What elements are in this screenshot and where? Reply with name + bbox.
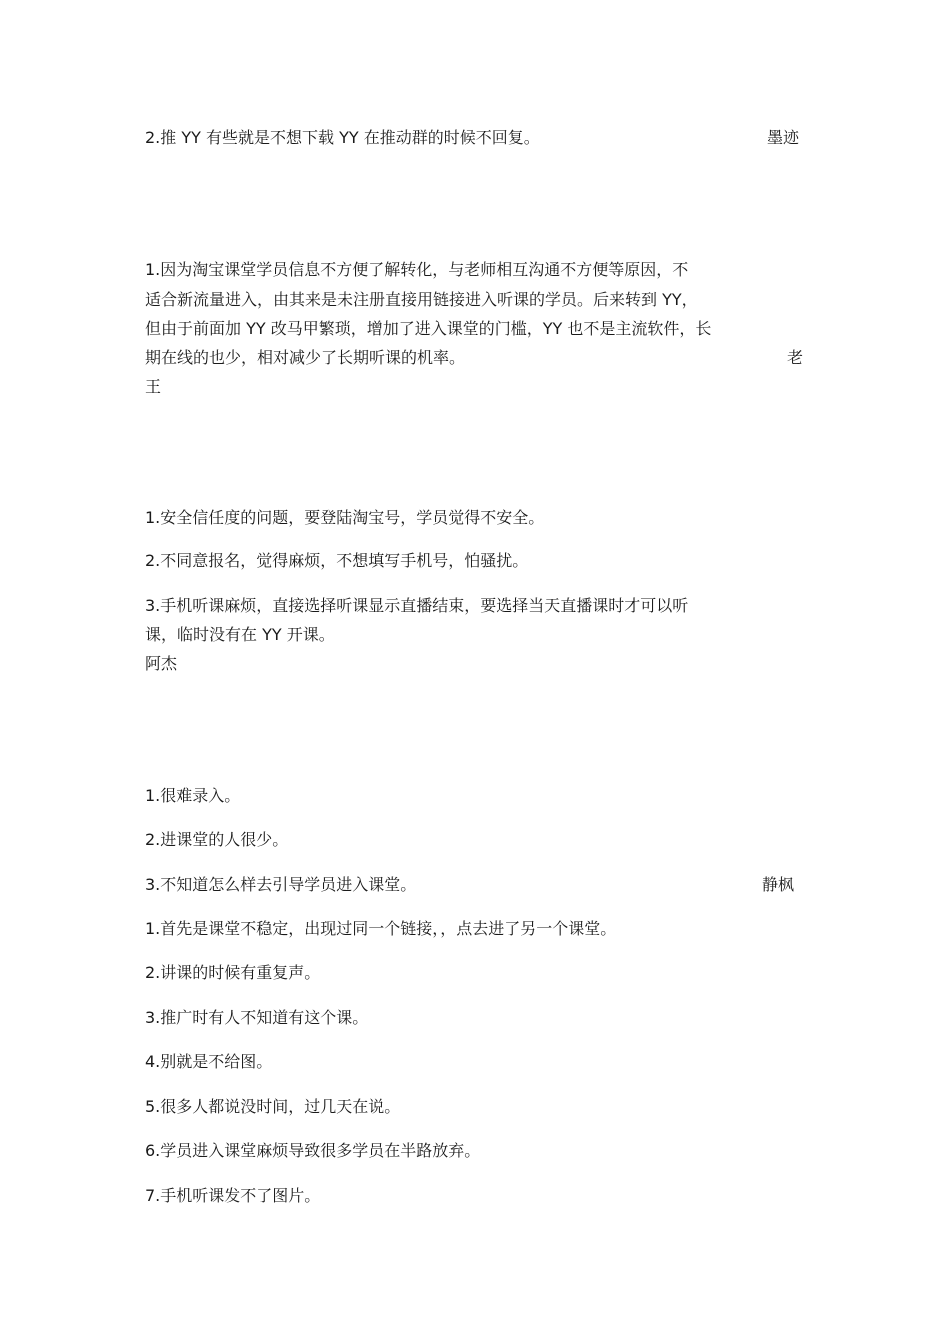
paragraph-line: 2.不同意报名，觉得麻烦，不想填写手机号，怕骚扰。	[145, 551, 529, 570]
author-signature: 阿杰	[145, 654, 178, 673]
paragraph-line: 4.别就是不给图。	[145, 1052, 273, 1071]
paragraph-line: 适合新流量进入，由其来是未注册直接用链接进入听课的学员。后来转到 YY，	[145, 290, 698, 309]
paragraph-line: 3.不知道怎么样去引导学员进入课堂。	[145, 875, 417, 894]
paragraph-line: 6.学员进入课堂麻烦导致很多学员在半路放弃。	[145, 1141, 481, 1160]
paragraph-line: 7.手机听课发不了图片。	[145, 1186, 321, 1205]
paragraph-line: 但由于前面加 YY 改马甲繁琐，增加了进入课堂的门槛，YY 也不是主流软件，长	[145, 319, 712, 338]
paragraph-line: 2.讲课的时候有重复声。	[145, 963, 321, 982]
author-signature: 墨迹	[767, 128, 800, 147]
paragraph-line: 1.首先是课堂不稳定，出现过同一个链接，，点去进了另一个课堂。	[145, 919, 617, 938]
paragraph-line: 课，临时没有在 YY 开课。	[145, 625, 335, 644]
paragraph-line: 1.安全信任度的问题，要登陆淘宝号，学员觉得不安全。	[145, 508, 545, 527]
paragraph-line: 3.手机听课麻烦，直接选择听课显示直播结束，要选择当天直播课时才可以听	[145, 596, 689, 615]
author-signature-part: 老	[787, 348, 804, 367]
paragraph-line: 2.进课堂的人很少。	[145, 830, 289, 849]
paragraph-line: 1.很难录入。	[145, 786, 241, 805]
paragraph-line: 期在线的也少，相对减少了长期听课的机率。	[145, 348, 466, 367]
author-signature-part: 王	[145, 377, 162, 396]
paragraph-line: 1.因为淘宝课堂学员信息不方便了解转化，与老师相互沟通不方便等原因，不	[145, 260, 689, 279]
paragraph-line: 2.推 YY 有些就是不想下载 YY 在推动群的时候不回复。	[145, 128, 540, 147]
paragraph-line: 3.推广时有人不知道有这个课。	[145, 1008, 369, 1027]
paragraph-line: 5.很多人都说没时间，过几天在说。	[145, 1097, 401, 1116]
author-signature: 静枫	[762, 875, 795, 894]
